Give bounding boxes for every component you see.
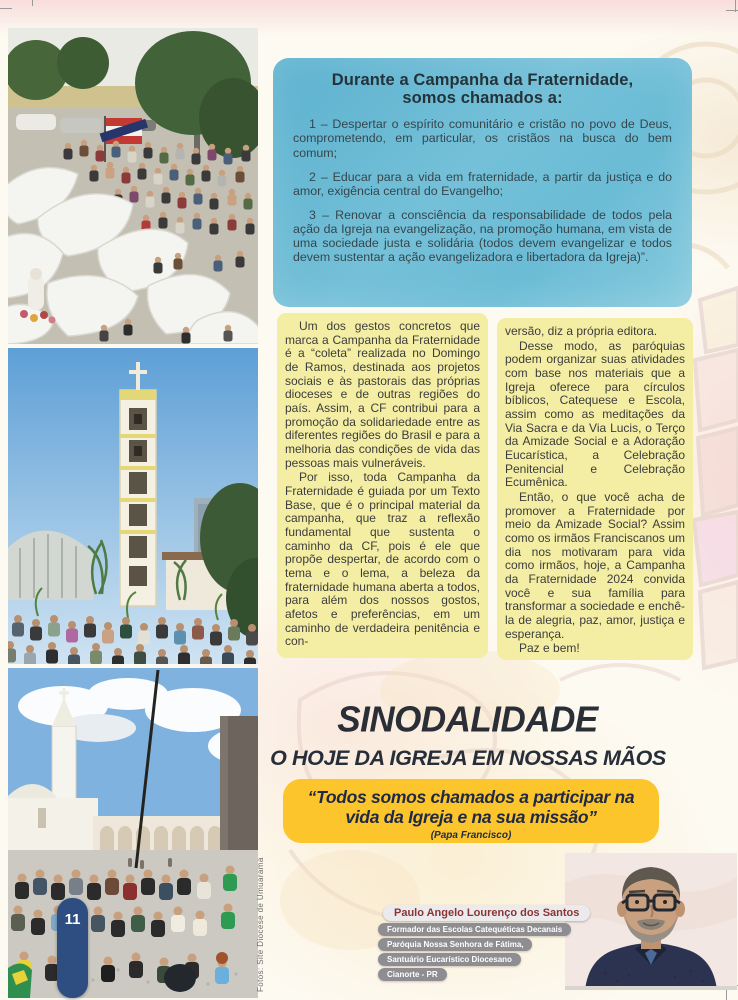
article-paragraph: versão, diz a própria editora. [505,324,658,338]
quote-attribution: (Papa Francisco) [430,829,512,841]
author-name: Paulo Angelo Lourenço dos Santos [383,905,590,921]
article-column-left [277,313,488,658]
page-number: 11 [57,898,88,998]
quote-line1: “Todos somos chamados a participar na [307,787,635,807]
fatima-group-photo [8,668,258,998]
quote-line2: vida da Igreja e na sua missão” [345,806,597,827]
intro-title-line1: Durante a Campanha da Fraternidade, [331,71,634,89]
author-role: Paróquia Nossa Senhora de Fátima, [378,938,532,951]
intro-box [273,58,692,307]
article-column-right [497,318,693,660]
author-role: Formador das Escolas Catequéticas Decanais [378,923,571,936]
author-role: Santuário Eucarístico Diocesano [378,953,521,966]
article-paragraph: Desse modo, as paróquias podem organizar suas atividades com base nos materiais que a Igreja oferece para círculos bíblicos, Catequese e Escola, assim como as meditações da Via Sacra e da Via Lucis, o Terço da Amizade Social e a Adoração Eucarística, a Celebração Penitencial e Celebração Ecumênica. [505,338,685,490]
article-paragraph: Por isso, toda Campanha da Fraternidade é guiada por um Texto Base, que é o principal material da campanha, que traz a reflexão fundamental que sustenta o caminho da CF, pois é ele que propõe despertar, de acordo com o tema e o lema, a beleza da fraternidade humana aberta a todos, para além dos nossos gostos, afetos e preferências, em um caminho de verdadeira penitência e con- [285,470,480,649]
photo-credit: Fotos: Site Diocese de Umuarama [256,857,265,992]
intro-item-3: 3 – Renovar a consciência da responsabilidade de todos pela ação da Igreja na evangelização, na promoção humana, em vista de uma sociedade justa e solidária (todos devem evangelizar e todos devem sustentar a ação evangelizadora e libertadora da Igreja)”. [293,207,672,265]
crop-mark-top-left-v [32,0,33,6]
sinodalidade-subtitle: O HOJE DA IGREJA EM NOSSAS MÃOS [270,746,666,770]
author-role: Cianorte - PR [378,968,447,981]
bell-tower-photo [8,348,258,664]
pope-quote-box [283,779,659,843]
intro-item-1: 1 – Despertar o espírito comunitário e cristão no povo de Deus, comprometendo, em particular, os cristãos na busca do bem comum; [293,117,672,160]
intro-title-line2: somos chamados a: [402,89,563,108]
article-paragraph: Paz e bem! [519,641,580,656]
intro-item-2: 2 – Educar para a vida em fraternidade, a partir da justiça e do amor, exigência central do Evangelho; [293,169,672,198]
author-roles [378,923,571,983]
crop-mark-top-left-h [0,8,12,9]
article-paragraph: Então, o que você acha de promover a Fraternidade por meio da Amizade Social? Assim como os irmãos Franciscanos um dia nos motivaram para vida como irmãos, hoje, a Campanha da Fraternidade 2024 convida você e sua família para transformar a sociedade e enchê-la de alegria, paz, amor, justiça e esperança. [505,490,685,641]
sinodalidade-title: SINODALIDADE [337,699,598,740]
article-paragraph: Um dos gestos concretos que marca a Campanha da Fraternidade é a “coleta” realizada no Domingo de Ramos, destinada aos projetos sociais e às pastorais das próprias dioceses e de outras regiões do país. Assim, a CF contribui para a promoção da solidariedade entre as diferentes regiões do Brasil e para a melhoria das condições de vida das pessoas mais vulneráveis. [285,319,480,470]
crop-mark-top-right-h [726,10,738,11]
procession-photo [8,28,258,344]
intro-title [293,71,672,107]
author-portrait [565,853,737,990]
